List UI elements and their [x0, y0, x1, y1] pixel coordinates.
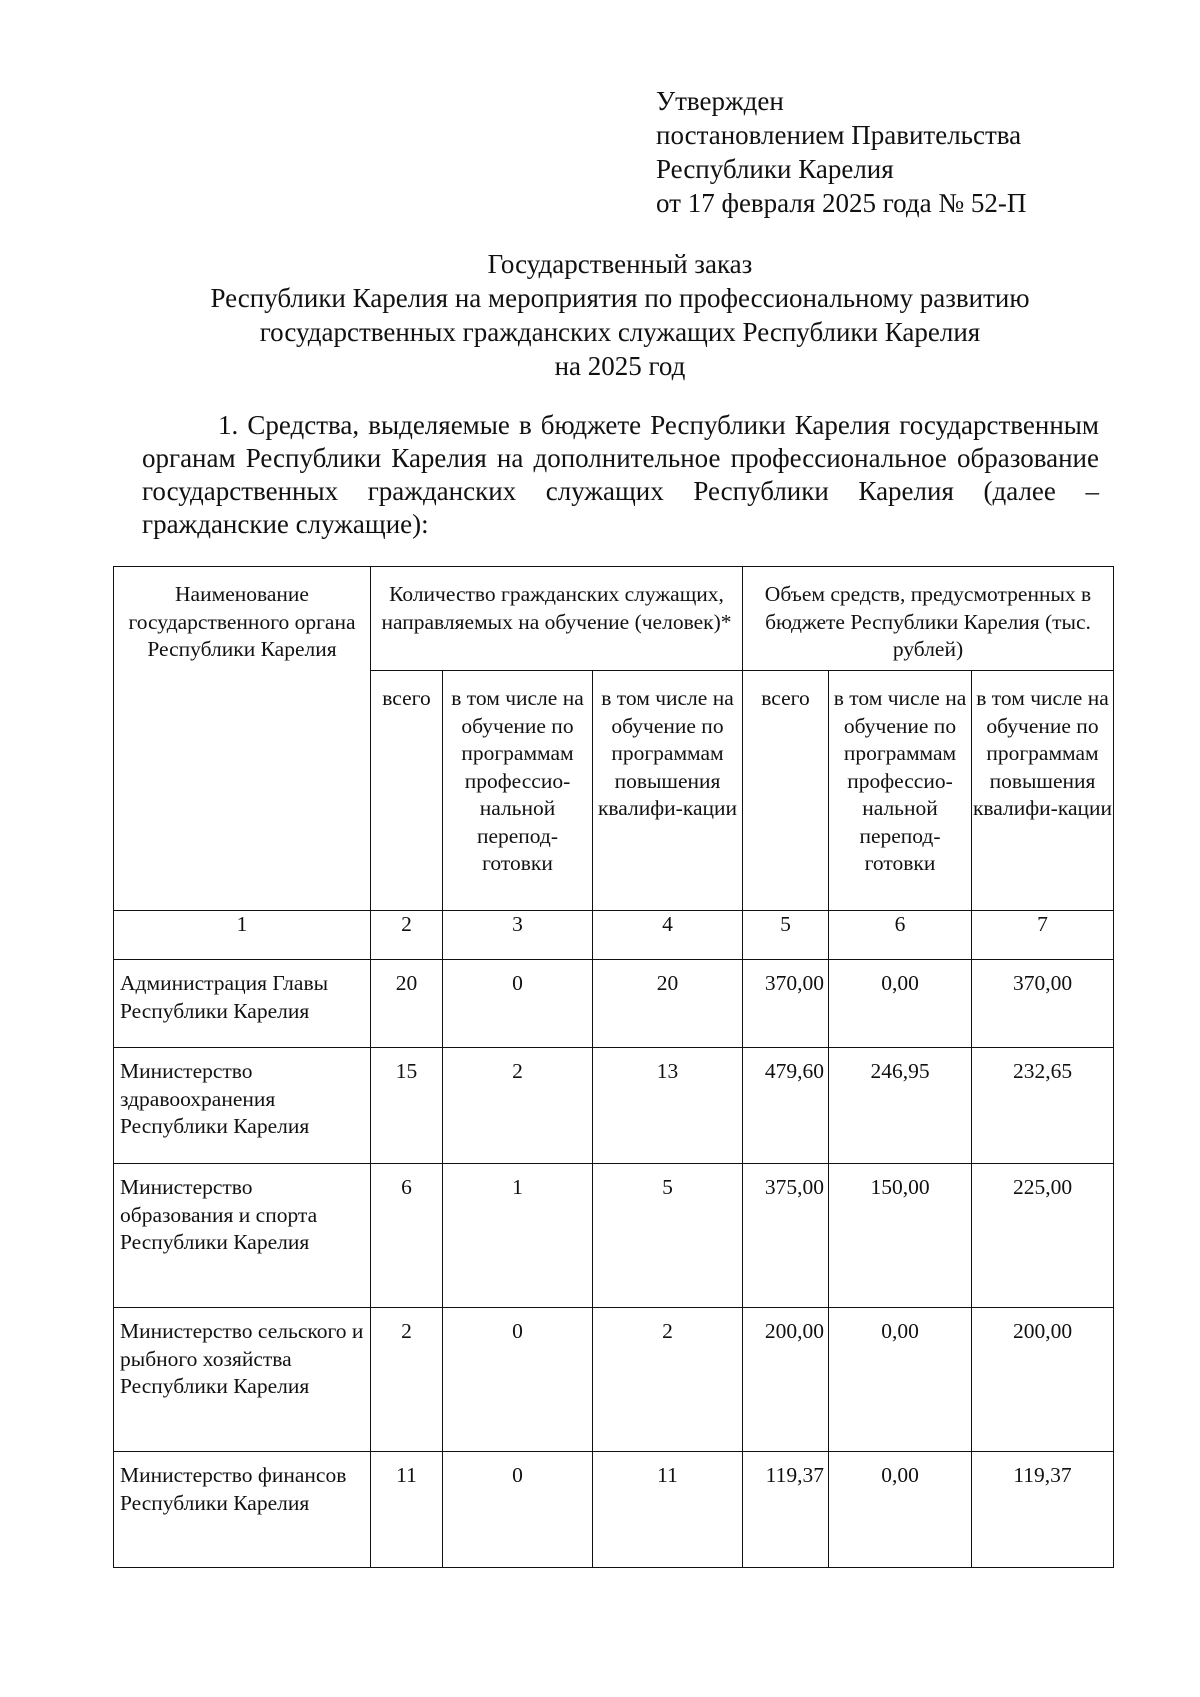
approval-line-2: постановлением Правительства: [656, 120, 1022, 150]
table-row: [114, 1164, 1114, 1308]
column-number: 5: [743, 911, 829, 960]
qualification-funds: 119,37: [972, 1452, 1114, 1568]
approval-line-1: Утвержден: [656, 86, 784, 116]
title-line-3: государственных гражданских служащих Республики Карелия: [259, 317, 981, 347]
header-qualification-funds: в том числе на обучение по программам повышения квалифи-кации: [972, 671, 1114, 911]
qualification-count: 2: [593, 1308, 743, 1452]
retraining-count: 0: [443, 960, 593, 1048]
header-retraining-funds: в том числе на обучение по программам профессио-нальной перепод-готовки: [829, 671, 972, 911]
organ-name: Администрация Главы Республики Карелия: [114, 960, 371, 1048]
column-number: 7: [972, 911, 1114, 960]
table-row: [114, 1308, 1114, 1452]
qualification-funds: 200,00: [972, 1308, 1114, 1452]
retraining-funds: 0,00: [829, 1308, 972, 1452]
retraining-count: 2: [443, 1048, 593, 1164]
approval-stamp: [656, 84, 1026, 220]
total-count: 6: [371, 1164, 443, 1308]
total-funds: 119,37: [743, 1452, 829, 1568]
header-organ-name: Наименование государственного органа Республики Карелия: [114, 567, 371, 911]
approval-line-4: от 17 февраля 2025 года № 52-П: [656, 188, 1027, 218]
total-count: 11: [371, 1452, 443, 1568]
header-total-funds: всего: [743, 671, 829, 911]
approval-line-3: Республики Карелия: [656, 154, 894, 184]
organ-name: Министерство финансов Республики Карелия: [114, 1452, 371, 1568]
column-number: 4: [593, 911, 743, 960]
retraining-count: 1: [443, 1164, 593, 1308]
title-line-2: Республики Карелия на мероприятия по профессиональному развитию: [210, 283, 1030, 313]
title-line-1: Государственный заказ: [487, 249, 753, 279]
total-count: 2: [371, 1308, 443, 1452]
header-total-count: всего: [371, 671, 443, 911]
table-row: [114, 1048, 1114, 1164]
column-number-row: [114, 911, 1114, 960]
title-line-4: на 2025 год: [554, 351, 686, 381]
table-row: [114, 960, 1114, 1048]
document-title: [120, 247, 1120, 383]
retraining-count: 0: [443, 1452, 593, 1568]
organ-name: Министерство образования и спорта Республики Карелия: [114, 1164, 371, 1308]
column-number: 6: [829, 911, 972, 960]
header-qualification-count: в том числе на обучение по программам повышения квалифи-кации: [593, 671, 743, 911]
qualification-funds: 225,00: [972, 1164, 1114, 1308]
header-retraining-count: в том числе на обучение по программам профессио-нальной перепод-готовки: [443, 671, 593, 911]
total-funds: 479,60: [743, 1048, 829, 1164]
column-number: 3: [443, 911, 593, 960]
retraining-funds: 0,00: [829, 960, 972, 1048]
qualification-count: 11: [593, 1452, 743, 1568]
total-funds: 370,00: [743, 960, 829, 1048]
column-number: 2: [371, 911, 443, 960]
total-funds: 375,00: [743, 1164, 829, 1308]
qualification-count: 13: [593, 1048, 743, 1164]
qualification-funds: 232,65: [972, 1048, 1114, 1164]
retraining-funds: 246,95: [829, 1048, 972, 1164]
intro-paragraph: 1. Средства, выделяемые в бюджете Республики Карелия государственным органам Республики Карелия на дополнительное профессиональное образование государственных гражданских служащих Республики Карелия (далее – гражданские служащие):: [142, 410, 1099, 539]
total-funds: 200,00: [743, 1308, 829, 1452]
header-budget-funds: Объем средств, предусмотренных в бюджете Республики Карелия (тыс. рублей): [743, 567, 1114, 671]
column-number: 1: [114, 911, 371, 960]
qualification-funds: 370,00: [972, 960, 1114, 1048]
qualification-count: 20: [593, 960, 743, 1048]
organ-name: Министерство сельского и рыбного хозяйства Республики Карелия: [114, 1308, 371, 1452]
organ-name: Министерство здравоохранения Республики Карелия: [114, 1048, 371, 1164]
retraining-count: 0: [443, 1308, 593, 1452]
total-count: 20: [371, 960, 443, 1048]
state-order-table: [113, 566, 1114, 1568]
retraining-funds: 150,00: [829, 1164, 972, 1308]
retraining-funds: 0,00: [829, 1452, 972, 1568]
qualification-count: 5: [593, 1164, 743, 1308]
header-employee-count: Количество гражданских служащих, направляемых на обучение (человек)*: [371, 567, 743, 671]
total-count: 15: [371, 1048, 443, 1164]
table-row: [114, 1452, 1114, 1568]
